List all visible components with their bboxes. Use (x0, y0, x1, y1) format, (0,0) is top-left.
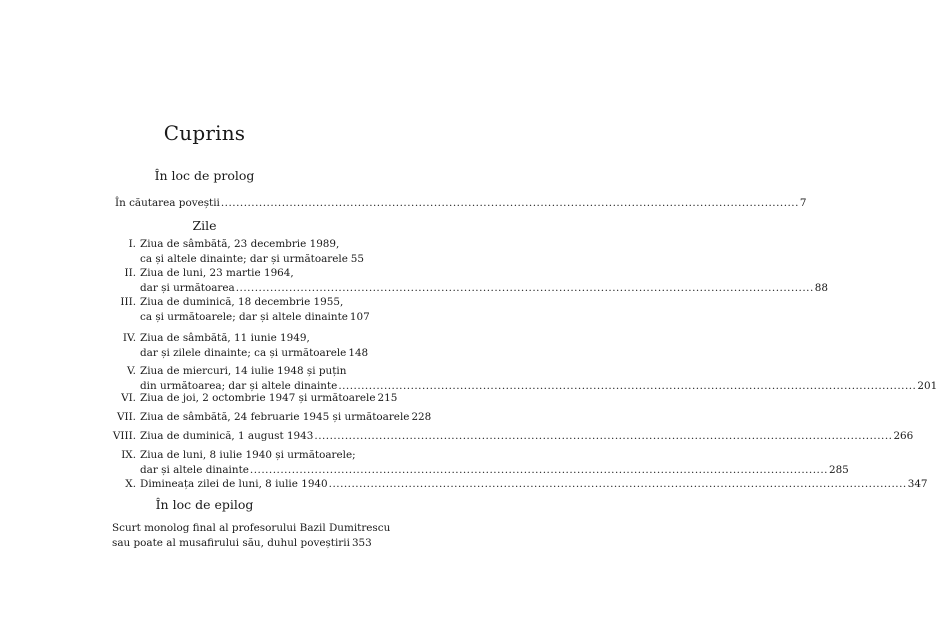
toc-line (140, 391, 398, 406)
toc-entry-zile-5[interactable] (127, 364, 937, 393)
toc-entry-zile-9[interactable] (121, 448, 849, 477)
toc-line (115, 196, 807, 211)
toc-line (140, 252, 364, 267)
leader-dots (314, 429, 892, 444)
chapter-number: IV. (122, 332, 136, 344)
toc-entry-title: Dimineața zilei de luni, 8 iulie 1940 (140, 478, 328, 490)
page-number: 7 (799, 197, 807, 209)
toc-entry-title-cont: dar și zilele dinainte; ca și următoarele (140, 346, 347, 359)
chapter-number: III. (120, 296, 136, 308)
section-heading-prolog: În loc de prolog (154, 168, 255, 183)
toc-entry-title: Ziua de duminică, 1 august 1943 (140, 430, 314, 442)
toc-entry-zile-10[interactable] (125, 477, 928, 492)
leader-dots (221, 196, 799, 211)
leader-dots (250, 463, 828, 478)
toc-entry-zile-3[interactable] (120, 295, 370, 324)
chapter-number: V. (127, 365, 136, 377)
toc-entry-title: Scurt monolog final al profesorului Bazil Dumitrescu (112, 522, 391, 534)
toc-entry-epilog[interactable] (112, 521, 391, 550)
toc-entry-title-cont: dar și următoarea (140, 281, 235, 294)
toc-line (140, 463, 849, 478)
toc-entry-title: În căutarea poveștii (115, 197, 220, 209)
chapter-number: VIII. (112, 430, 136, 442)
toc-line (140, 310, 370, 325)
page-number: 285 (828, 463, 849, 476)
toc-entry-zile-1[interactable] (128, 237, 364, 266)
chapter-number: IX. (121, 449, 136, 461)
toc-entry-title: Ziua de sâmbătă, 24 februarie 1945 și următoarele (140, 411, 410, 423)
toc-entry-title: Ziua de miercuri, 14 iulie 1948 și puțin (140, 365, 347, 377)
toc-entry-title: Ziua de luni, 23 martie 1964, (140, 267, 294, 279)
leader-dots (349, 252, 350, 267)
toc-entry-title: Ziua de luni, 8 iulie 1940 și următoarele; (140, 449, 356, 461)
toc-entry-title-cont: dar și altele dinainte (140, 463, 249, 476)
page-number: 266 (893, 430, 914, 442)
toc-entry-zile-4[interactable] (122, 331, 369, 360)
toc-entry-title: Ziua de sâmbătă, 11 iunie 1949, (140, 332, 310, 344)
toc-entry-zile-7[interactable] (116, 410, 432, 425)
section-heading-epilog: În loc de epilog (155, 497, 254, 512)
page-number: 228 (411, 411, 432, 423)
page-number: 148 (348, 346, 369, 359)
page-number: 215 (377, 392, 398, 404)
toc-entry-zile-6[interactable] (121, 391, 398, 406)
toc-entry-title: Ziua de sâmbătă, 23 decembrie 1989, (140, 238, 340, 250)
toc-line (140, 429, 914, 444)
toc-line (140, 410, 432, 425)
chapter-number: VII. (116, 411, 136, 423)
chapter-number: II. (124, 267, 136, 279)
page-title: Cuprins (163, 121, 246, 145)
toc-entry-title: Ziua de duminică, 18 decembrie 1955, (140, 296, 344, 308)
page-number: 88 (814, 281, 828, 294)
leader-dots (236, 281, 814, 296)
leader-dots (329, 477, 907, 492)
leader-dots (338, 379, 916, 394)
toc-line (112, 536, 372, 551)
toc-entry-title-cont: ca și următoarele; dar și altele dinainte (140, 310, 348, 323)
page-number: 55 (350, 252, 364, 265)
chapter-number: I. (128, 238, 136, 250)
toc-entry-zile-2[interactable] (124, 266, 828, 295)
section-heading-zile: Zile (192, 218, 217, 233)
toc-line (140, 281, 828, 296)
page-number: 201 (917, 379, 937, 392)
toc-entry-zile-8[interactable] (112, 429, 914, 444)
page-number: 107 (349, 310, 370, 323)
page-number: 353 (351, 536, 372, 549)
toc-entry-title-cont: ca și altele dinainte; dar și următoarele (140, 252, 348, 265)
chapter-number: X. (125, 478, 136, 490)
toc-line (140, 346, 369, 361)
toc-line (140, 477, 928, 492)
chapter-number: VI. (121, 392, 136, 404)
toc-entry-title-cont: din următoarea; dar și altele dinainte (140, 379, 338, 392)
toc-entry-prolog[interactable] (115, 196, 807, 211)
toc-entry-title: Ziua de joi, 2 octombrie 1947 și următoarele (140, 392, 376, 404)
page-number: 347 (907, 478, 928, 490)
toc-entry-title-cont: sau poate al musafirului său, duhul poveștirii (112, 536, 350, 549)
